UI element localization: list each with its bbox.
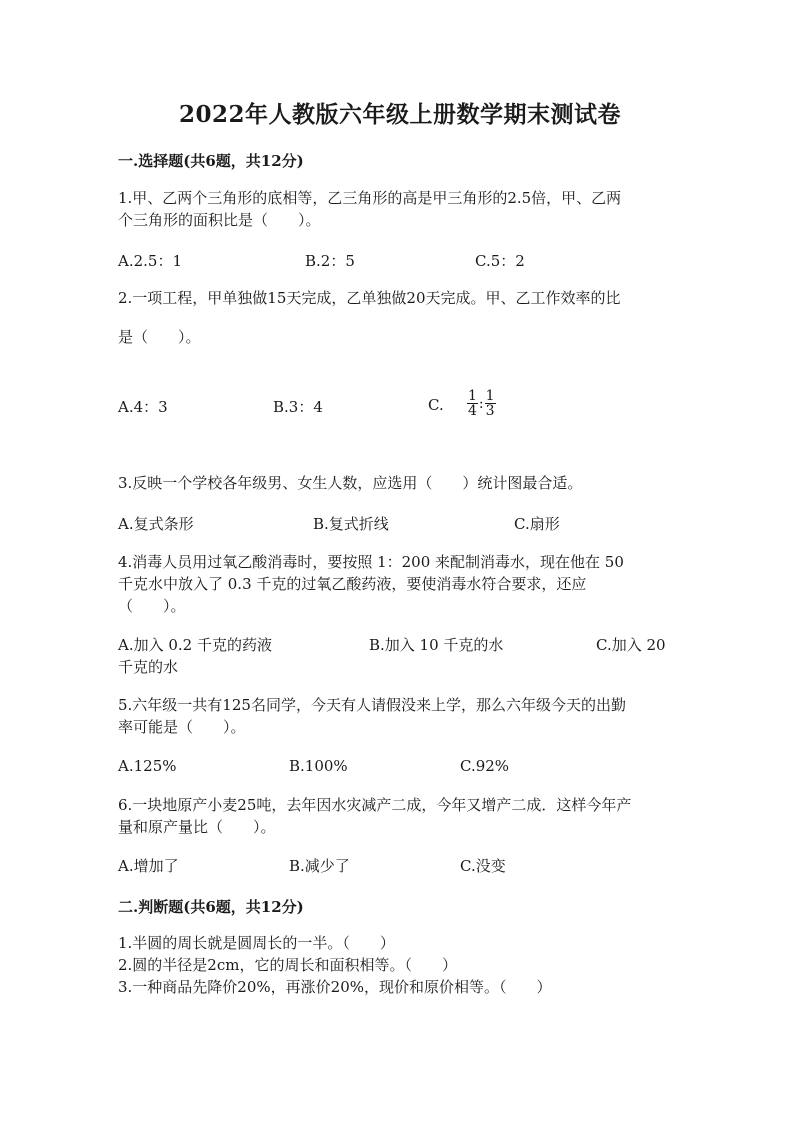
- section-header-choice: 一.选择题(共6题，共12分): [118, 152, 304, 170]
- judgment-item-1: 1.半圆的周长就是圆周长的一半。（ ）: [118, 934, 395, 952]
- question-5-line-2: 率可能是（ ）。: [118, 718, 246, 736]
- question-4-line-3: （ ）。: [118, 597, 186, 615]
- ratio-colon: :: [478, 395, 484, 412]
- question-6-line-2: 量和原产量比（ ）。: [118, 818, 276, 836]
- question-1-line-2: 个三角形的面积比是（ ）。: [118, 211, 321, 229]
- question-1-option-a: A.2.5：1: [118, 252, 182, 270]
- page-title: 2022年人教版六年级上册数学期末测试卷: [178, 101, 621, 128]
- section-header-judgment: 二.判断题(共6题，共12分): [118, 898, 304, 916]
- question-3-option-c: C.扇形: [514, 515, 560, 533]
- question-6-option-c: C.没变: [460, 857, 506, 875]
- fraction-denominator: 4: [468, 403, 477, 419]
- question-6-option-a: A.增加了: [118, 857, 179, 875]
- question-5-line-1: 5.六年级一共有125名同学，今天有人请假没来上学，那么六年级今天的出勤: [118, 696, 626, 714]
- fraction-one-third: [485, 389, 496, 418]
- judgment-item-3: 3.一种商品先降价20%，再涨价20%，现价和原价相等。（ ）: [118, 978, 552, 996]
- fraction-ratio-option: [467, 389, 496, 418]
- question-2-option-a: A.4：3: [118, 398, 168, 416]
- question-3-option-b: B.复式折线: [313, 515, 389, 533]
- question-2-line-1: 2.一项工程，甲单独做15天完成，乙单独做20天完成。甲、乙工作效率的比: [118, 289, 621, 307]
- question-4-option-a: A.加入 0.2 千克的药液: [118, 636, 272, 654]
- question-4-option-c-continued: 千克的水: [118, 658, 179, 676]
- question-2-line-2: 是（ ）。: [118, 328, 201, 346]
- question-6-option-b: B.减少了: [289, 857, 350, 875]
- question-1-option-b: B.2：5: [305, 252, 355, 270]
- question-1-option-c: C.5：2: [475, 252, 525, 270]
- question-4-line-2: 千克水中放入了 0.3 千克的过氧乙酸药液，要使消毒水符合要求，还应: [118, 575, 587, 593]
- question-5-option-a: A.125%: [118, 757, 177, 775]
- fraction-numerator: 1: [485, 388, 495, 404]
- question-2-option-b: B.3：4: [273, 398, 323, 416]
- question-4-option-b: B.加入 10 千克的水: [369, 636, 504, 654]
- question-5-option-c: C.92%: [460, 757, 510, 775]
- fraction-one-quarter: [467, 389, 478, 418]
- question-6-line-1: 6.一块地原产小麦25吨，去年因水灾减产二成，今年又增产二成．这样今年产: [118, 796, 632, 814]
- fraction-numerator: 1: [468, 388, 477, 404]
- question-1-line-1: 1.甲、乙两个三角形的底相等，乙三角形的高是甲三角形的2.5倍，甲、乙两: [118, 189, 622, 207]
- question-3-line-1: 3.反映一个学校各年级男、女生人数，应选用（ ）统计图最合适。: [118, 474, 583, 492]
- question-2-option-c: C.: [428, 396, 444, 414]
- question-5-option-b: B.100%: [289, 757, 348, 775]
- question-4-option-c: C.加入 20: [596, 636, 666, 654]
- fraction-denominator: 3: [485, 403, 495, 419]
- judgment-item-2: 2.圆的半径是2cm，它的周长和面积相等。（ ）: [118, 956, 457, 974]
- question-3-option-a: A.复式条形: [118, 515, 194, 533]
- question-4-line-1: 4.消毒人员用过氧乙酸消毒时，要按照 1：200 来配制消毒水，现在他在 50: [118, 553, 624, 571]
